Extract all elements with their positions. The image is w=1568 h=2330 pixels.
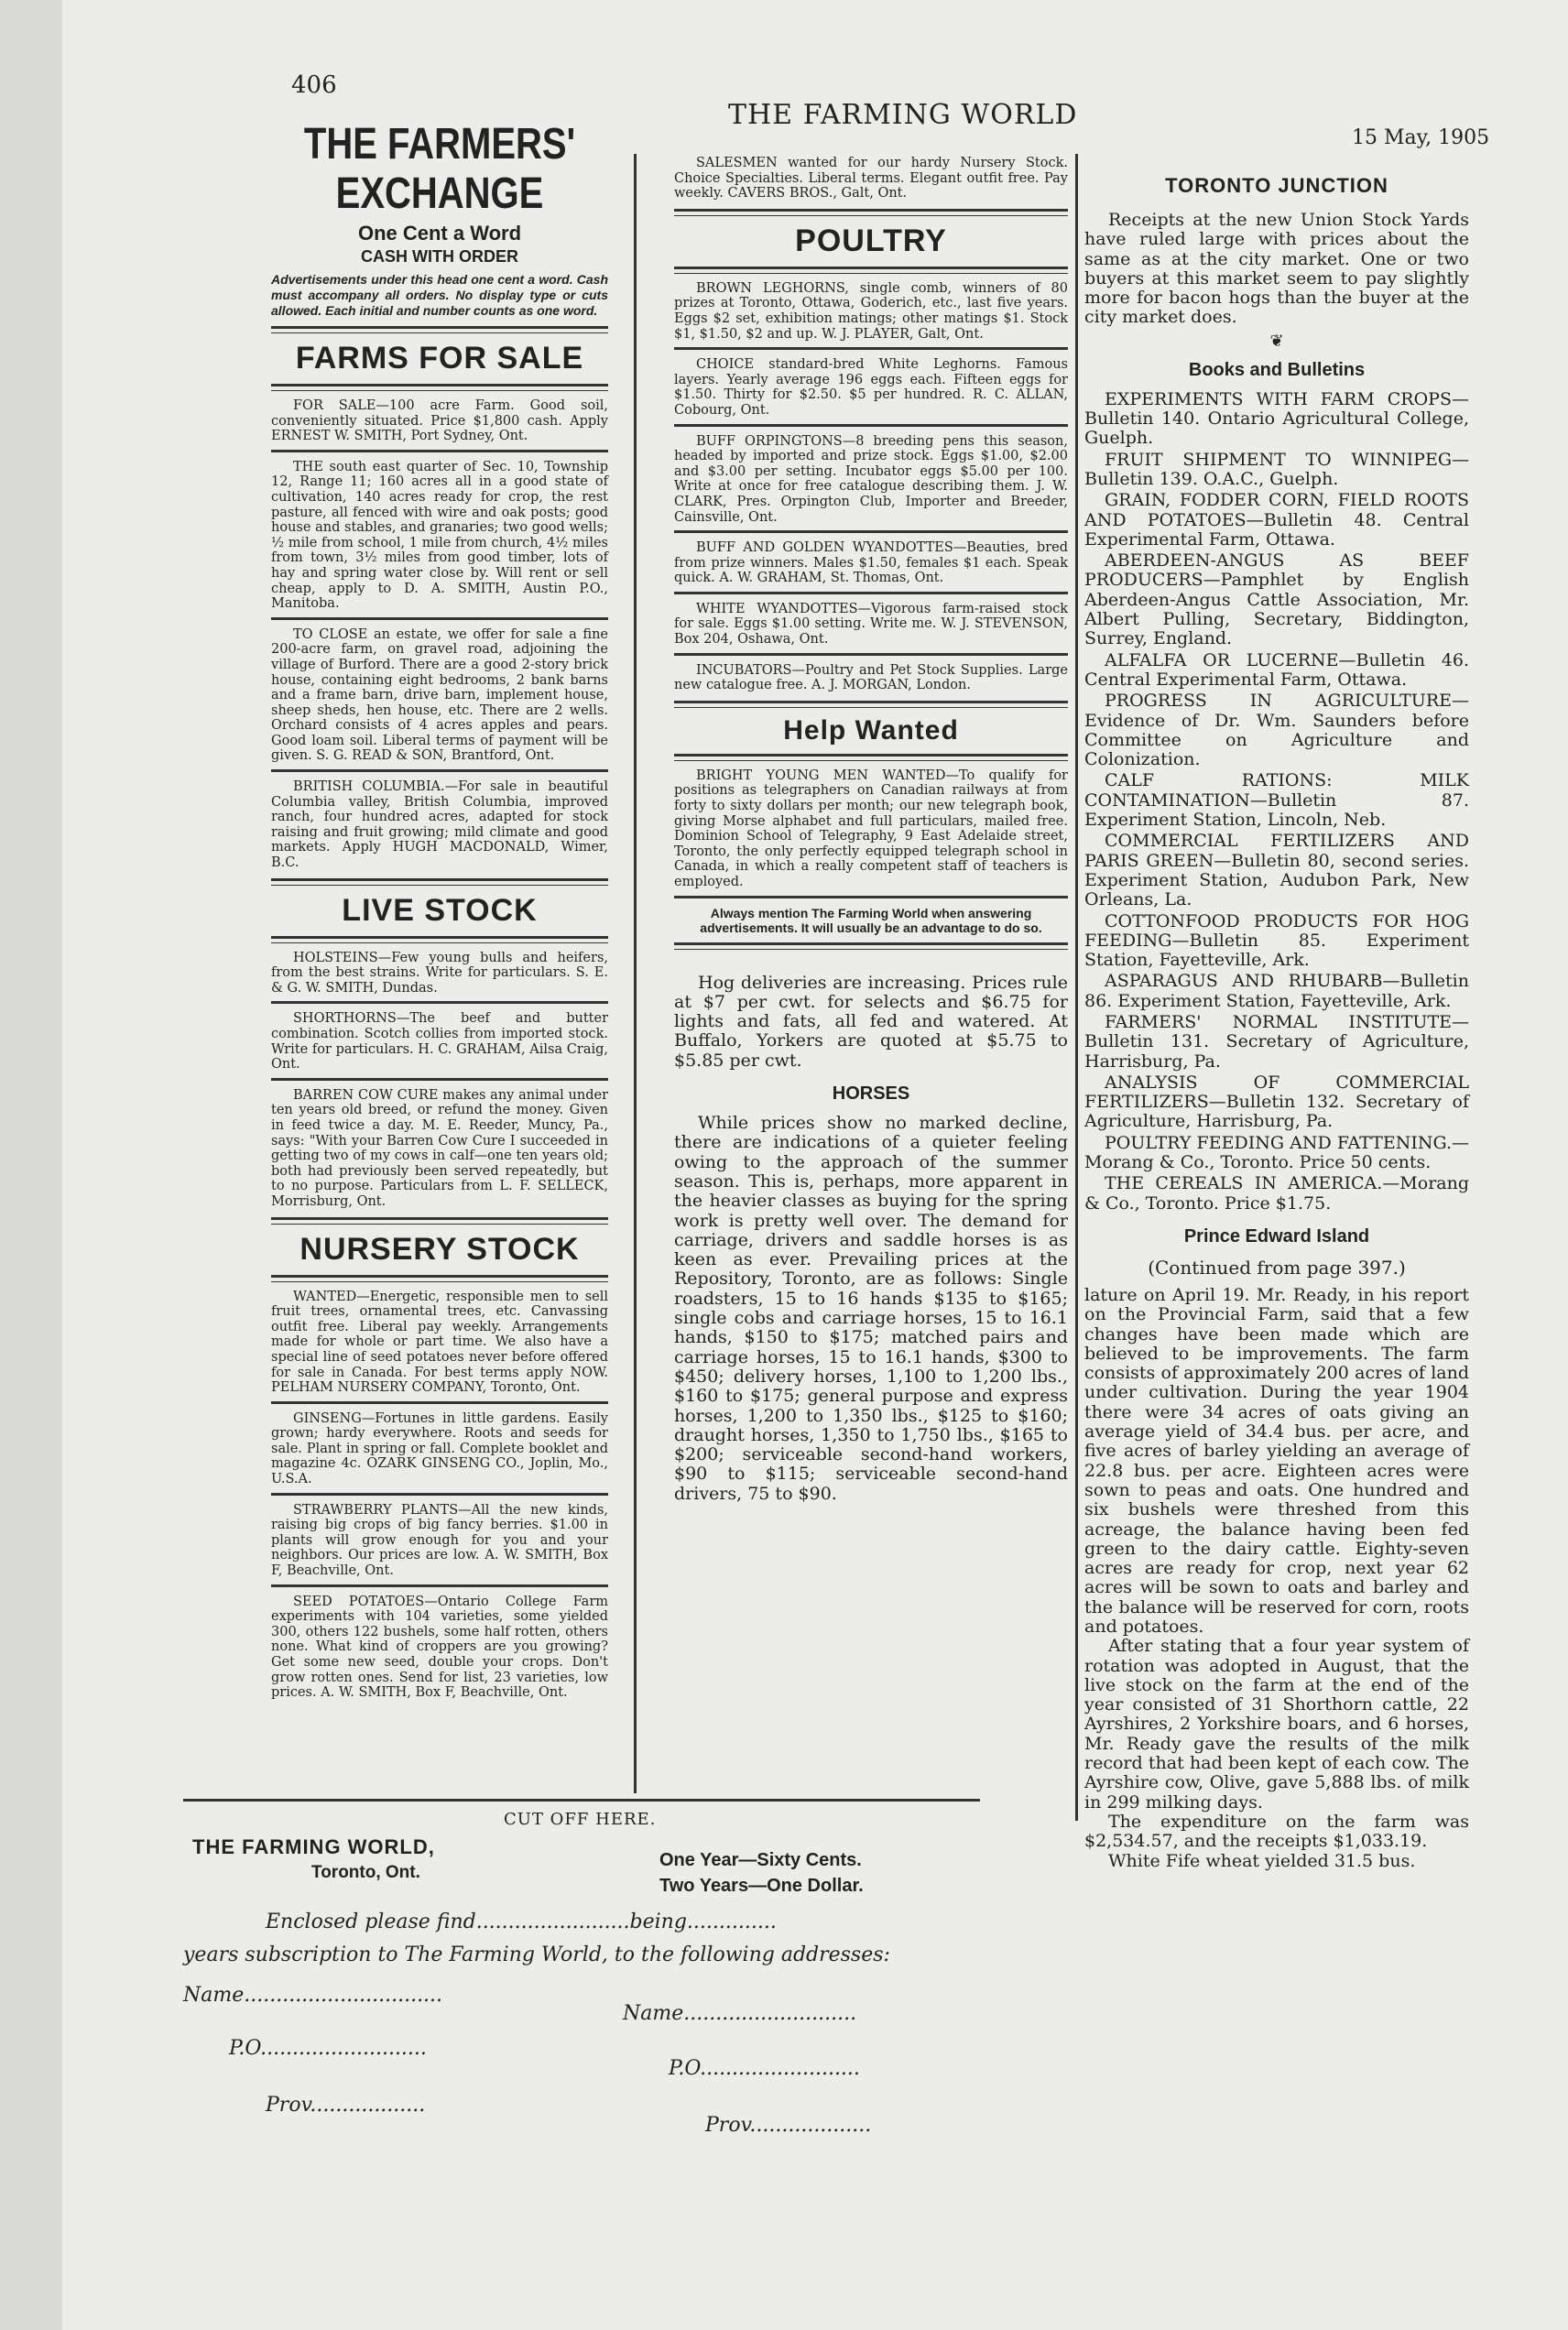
divider — [271, 326, 608, 333]
nursery-ad: GINSENG—Fortunes in little gardens. Easily grown; hardy everywhere. Roots and seeds for sale. Plant in spring or fall. Complete booklet and magazine 4c. OZARK GINSENG CO., Joplin, Mo., U.S.A. — [271, 1410, 608, 1487]
divider — [674, 701, 1068, 708]
farms-heading: FARMS FOR SALE — [295, 341, 584, 376]
divider — [674, 424, 1068, 427]
bulletin-entry: POULTRY FEEDING AND FATTENING.—Morang & Co., Toronto. Price 50 cents. — [1084, 1132, 1469, 1173]
divider — [674, 209, 1068, 216]
help-wanted-ad: BRIGHT YOUNG MEN WANTED—To qualify for positions as telegraphers on Canadian railways at from forty to sixty dollars per month; our new telegraph book, giving Morse alphabet and full particulars, mailed free. Dominion School of Telegraphy, 9 East Adelaide street, Toronto, the only perfectly equipped telegraph school in Canada, in which a really competent staff of teachers is employed. — [674, 768, 1068, 889]
bulletin-entry: PROGRESS IN AGRICULTURE—Evidence of Dr. Wm. Saunders before Committee on Agriculture and Colonization. — [1084, 691, 1469, 770]
bulletin-entry: EXPERIMENTS WITH FARM CROPS—Bulletin 140. Ontario Agricultural College, Guelph. — [1084, 388, 1469, 449]
hog-market-paragraph: Hog deliveries are increasing. Prices rule at $7 per cwt. for selects and $6.75 for lights and fats, all fed and watered. At Buffalo, Yorkers are quoted at $5.75 to $5.85 per cwt. — [674, 972, 1068, 1071]
poultry-ad: BUFF AND GOLDEN WYANDOTTES—Beauties, bred from prize winners. Males $1.50, females $1 each. Speak quick. A. W. GRAHAM, St. Thomas, Ont. — [674, 540, 1068, 586]
coupon-publisher: THE FARMING WORLD, — [192, 1835, 435, 1858]
divider — [674, 592, 1068, 594]
exchange-intro: Advertisements under this head one cent a word. Cash must accompany all orders. No display type or cuts allowed. Each initial and number counts as one word. — [271, 272, 608, 318]
livestock-ad: SHORTHORNS—The beef and butter combination. Scotch collies from imported stock. Write for particulars. H. C. GRAHAM, Ailsa Craig, Ont. — [271, 1011, 608, 1072]
livestock-ad: HOLSTEINS—Few young bulls and heifers, from the best strains. Write for particulars. S. E. & G. W. SMITH, Dundas. — [271, 950, 608, 996]
exchange-title: THE FARMERS' EXCHANGE — [303, 120, 576, 218]
bulletin-entry: COTTONFOOD PRODUCTS FOR HOG FEEDING—Bulletin 85. Experiment Station, Fayetteville, Ark. — [1084, 910, 1469, 971]
advertiser-notice: Always mention The Farming World when answering advertisements. It will usually be an advantage to do so. — [700, 905, 1042, 935]
prov-field-left[interactable]: Prov.................. — [266, 2094, 426, 2117]
price-one-year: One Year—Sixty Cents. — [659, 1850, 862, 1870]
pei-heading: Prince Edward Island — [1183, 1225, 1370, 1247]
divider — [271, 450, 608, 452]
salesmen-ad: SALESMEN wanted for our hardy Nursery Stock. Choice Specialties. Liberal terms. Elegant outfit free. Pay weekly. CAVERS BROS., Galt, Ont. — [674, 156, 1068, 201]
poultry-ad: WHITE WYANDOTTES—Vigorous farm-raised stock for sale. Eggs $1.00 setting. Write me. W. J. STEVENSON, Box 204, Oshawa, Ont. — [674, 601, 1068, 648]
nursery-ad: STRAWBERRY PLANTS—All the new kinds, raising big crops of big fancy berries. $1.00 in plants will grow enough for you and your neighbors. Our prices are low. A. W. SMITH, Box F, Beachville, Ont. — [271, 1502, 608, 1579]
pei-paragraph: White Fife wheat yielded 31.5 bus. — [1108, 1850, 1416, 1871]
pei-paragraph: After stating that a four year system of rotation was adopted in August, that the live stock on the farm at the end of the year consisted of 31 Shorthorn cattle, 22 Ayrshires, 2 Yorkshire boars, and 6 horses, Mr. Ready gave the results of the milk record that had been kept of each cow. The Ayrshire cow, Olive, gave 5,888 lbs. of milk in 299 milking days. — [1084, 1636, 1469, 1813]
divider — [674, 896, 1068, 898]
poultry-ad: BUFF ORPINGTONS—8 breeding pens this season, headed by imported and prize stock. Eggs $1.00, $2.00 and $3.00 per setting. Incubator eggs $5.00 per 100. Write at once for free catalogue describing them. J. W. CLARK, Pres. Orpington Club, Importer and Breeder, Cainsville, Ont. — [674, 433, 1068, 525]
farm-ad: FOR SALE—100 acre Farm. Good soil, conveniently situated. Price $1,800 cash. Apply ERNEST W. SMITH, Port Sydney, Ont. — [271, 398, 608, 444]
bulletin-entry: THE CEREALS IN AMERICA.—Morang & Co., Toronto. Price $1.75. — [1084, 1173, 1469, 1214]
cut-off-line: CUT OFF HERE. — [504, 1810, 657, 1829]
exchange-terms: CASH WITH ORDER — [361, 247, 518, 266]
divider — [674, 942, 1068, 950]
divider — [271, 1217, 608, 1225]
subscription-line: years subscription to The Farming World, to the following addresses: — [183, 1943, 890, 1966]
name-field-right[interactable]: Name........................... — [623, 2002, 857, 2025]
column-rule-right — [1075, 154, 1078, 1821]
livestock-heading: LIVE STOCK — [342, 892, 538, 928]
farm-ad: TO CLOSE an estate, we offer for sale a fine 200-acre farm, on gravel road, adjoining the village of Burford. There are a good 2-story brick house, containing eight bedrooms, 2 bank barns and a frame barn, drive barn, implement house, sheep sheds, hen house, etc. There are 2 wells. Orchard consists of 4 acres apples and pears. Good loam soil. Liberal terms of payment will be given. S. G. READ & SON, Brantford, Ont. — [271, 626, 608, 764]
column-poultry — [674, 156, 1068, 1504]
enclosed-line: Enclosed please find........................being.............. — [266, 1911, 777, 1933]
divider — [271, 1401, 608, 1404]
column-markets — [1084, 174, 1469, 1871]
help-wanted-heading: Help Wanted — [783, 714, 959, 746]
divider — [674, 530, 1068, 533]
bulletin-entry: FARMERS' NORMAL INSTITUTE—Bulletin 131. Secretary of Agriculture, Harrisburg, Pa. — [1084, 1011, 1469, 1072]
nursery-ad: SEED POTATOES—Ontario College Farm experiments with 104 varieties, some yielded 300, others 122 bushels, some half rotten, others none. What kind of croppers are you growing? Get some new seed, double your crops. Don't grow rotten ones. Send for list, 23 varieties, low prices. A. W. SMITH, Box F, Beachville, Ont. — [271, 1594, 608, 1701]
toronto-junction-paragraph: Receipts at the new Union Stock Yards have ruled large with prices about the same as at the city market. One or two buyers at this market seem to pay slightly more for bacon hogs than the buyer at the city market does. — [1084, 210, 1469, 328]
divider — [271, 878, 608, 886]
books-heading: Books and Bulletins — [1188, 359, 1366, 380]
bulletin-entry: FRUIT SHIPMENT TO WINNIPEG—Bulletin 139. O.A.C., Guelph. — [1084, 449, 1469, 489]
divider — [674, 267, 1068, 274]
bulletin-entry: ASPARAGUS AND RHUBARB—Bulletin 86. Experiment Station, Fayetteville, Ark. — [1084, 971, 1469, 1011]
coupon-rule — [183, 1799, 980, 1802]
po-field-left[interactable]: P.O.......................... — [229, 2037, 427, 2060]
bulletin-entry: ALFALFA OR LUCERNE—Bulletin 46. Central Experimental Farm, Ottawa. — [1084, 649, 1469, 690]
pei-paragraph: lature on April 19. Mr. Ready, in his report on the Provincial Farm, said that a few changes have been made which are believed to be improvements. The farm consists of approximately 200 acres of land under cultivation. During the year 1904 there were 34 acres of oats giving an average yield of 34.4 bus. per acre, and five acres of barley yielding an average of 22.8 bus. per acre. Eighteen acres were sown to peas and oats. One hundred and six bushels were threshed from this acreage, the balance having been fed green to the dairy cattle. Eighty-seven acres are ready for crop, next year 62 acres will be sown to oats and barley and the balance will be reserved for corn, roots and potatoes. — [1084, 1284, 1469, 1637]
divider — [674, 347, 1068, 350]
fleuron-icon: ❦ — [1269, 331, 1284, 351]
bulletin-entry: ABERDEEN-ANGUS AS BEEF PRODUCERS—Pamphlet by English Aberdeen-Angus Cattle Association, Mr. Albert Pulling, Secretary, Biddington, Surrey, England. — [1084, 550, 1469, 649]
divider — [271, 1001, 608, 1004]
farm-ad: BRITISH COLUMBIA.—For sale in beautiful Columbia valley, British Columbia, improved ranch, four hundred acres, adapted for stock raising and fruit growing; mild climate and good markets. Apply HUGH MACDONALD, Wimer, B.C. — [271, 779, 608, 871]
exchange-rate: One Cent a Word — [357, 222, 522, 245]
bulletin-entry: ANALYSIS OF COMMERCIAL FERTILIZERS—Bulletin 132. Secretary of Agriculture, Harrisburg, Pa. — [1084, 1072, 1469, 1132]
poultry-ad: CHOICE standard-bred White Leghorns. Famous layers. Yearly average 196 eggs each. Fifteen eggs for $1.50. Thirty for $2.50. $5 per hundred. R. C. ALLAN, Cobourg, Ont. — [674, 357, 1068, 418]
po-field-right[interactable]: P.O......................... — [669, 2057, 860, 2080]
bulletin-entry: CALF RATIONS: MILK CONTAMINATION—Bulletin 87. Experiment Station, Lincoln, Neb. — [1084, 770, 1469, 831]
subscription-coupon — [183, 1810, 998, 2176]
divider — [271, 936, 608, 943]
page-number: 406 — [291, 71, 337, 99]
bulletin-entry: GRAIN, FODDER CORN, FIELD ROOTS AND POTATOES—Bulletin 48. Central Experimental Farm, Ottawa. — [1084, 490, 1469, 550]
issue-date: 15 May, 1905 — [1352, 126, 1490, 149]
horses-paragraph: While prices show no marked decline, there are indications of a quieter feeling owing to the approach of the summer season. This is, perhaps, more apparent in the heavier classes as buying for the spring work is pretty well over. The demand for carriage, drivers and saddle horses is as keen as ever. Prevailing prices at the Repository, Toronto, are as follows: Single roadsters, 15 to 16 hands $135 to $165; single cobs and carriage horses, 15 to 16.1 hands, $150 to $175; matched pairs and carriage horses, 15 to 16.1 hands, $300 to $450; delivery horses, 1,100 to 1,200 lbs., $160 to $175; general purpose and express horses, 1,200 to 1,350 lbs., $125 to $160; draught horses, 1,350 to 1,750 lbs., $165 to $200; serviceable second-hand workers, $90 to $115; serviceable second-hand drivers, 75 to $90. — [674, 1113, 1068, 1504]
name-field-left[interactable]: Name............................... — [183, 1984, 443, 2007]
prov-field-right[interactable]: Prov................... — [705, 2114, 872, 2137]
divider — [674, 653, 1068, 656]
divider — [674, 754, 1068, 761]
livestock-ad: BARREN COW CURE makes any animal under ten years old breed, or refund the money. Given in feed twice a day. M. E. Reeder, Muncy, Pa., says: "With your Barren Cow Cure I succeeded in getting two of my cows in calf—one ten years old; both had previously been served repeatedly, but to no purpose. Particulars from L. F. SELLECK, Morrisburg, Ont. — [271, 1087, 608, 1209]
running-title: THE FARMING WORLD — [728, 99, 1078, 131]
column-classifieds — [271, 120, 608, 1706]
pei-continued: (Continued from page 397.) — [1148, 1256, 1406, 1279]
farm-ad: THE south east quarter of Sec. 10, Township 12, Range 11; 160 acres all in a good state of cultivation, 140 acres ready for crop, the rest pasture, all fenced with wire and oak posts; good house and stables, and granaries; two good wells; ½ mile from school, 1 mile from church, 4½ miles from town, 3½ miles from good timber, lots of hay and spring water close by. Will rent or sell cheap, apply to D. A. SMITH, Austin P.O., Manitoba. — [271, 459, 608, 612]
divider — [271, 769, 608, 772]
divider — [271, 1493, 608, 1496]
poultry-ad: INCUBATORS—Poultry and Pet Stock Supplies. Large new catalogue free. A. J. MORGAN, London. — [674, 662, 1068, 693]
nursery-heading: NURSERY STOCK — [299, 1231, 580, 1267]
divider — [271, 617, 608, 620]
divider — [271, 1275, 608, 1282]
divider — [271, 1078, 608, 1081]
nursery-ad: WANTED—Energetic, responsible men to sell fruit trees, ornamental trees, etc. Canvassing outfit free. Liberal pay weekly. Arrangements made for whole or part time. We also have a special line of seed potatoes never before offered for sale in Canada. For best terms apply NOW. PELHAM NURSERY COMPANY, Toronto, Ont. — [271, 1289, 608, 1396]
divider — [271, 384, 608, 391]
pei-paragraph: The expenditure on the farm was $2,534.57, and the receipts $1,033.19. — [1084, 1811, 1469, 1852]
divider — [271, 1584, 608, 1587]
coupon-city: Toronto, Ont. — [311, 1863, 420, 1882]
toronto-junction-heading: TORONTO JUNCTION — [1165, 174, 1388, 197]
column-rule-left — [634, 154, 637, 1793]
poultry-ad: BROWN LEGHORNS, single comb, winners of 80 prizes at Toronto, Ottawa, Goderich, etc., last five years. Eggs $2 set, exhibition matings; other matings $1. Stock $1, $1.50, $2 and up. W. J. PLAYER, Galt, Ont. — [674, 280, 1068, 342]
price-two-years: Two Years—One Dollar. — [659, 1876, 864, 1896]
horses-heading: HORSES — [832, 1083, 910, 1105]
bulletin-entry: COMMERCIAL FERTILIZERS AND PARIS GREEN—Bulletin 80, second series. Experiment Station, Audubon Park, New Orleans, La. — [1084, 831, 1469, 910]
poultry-heading: POULTRY — [795, 223, 947, 258]
